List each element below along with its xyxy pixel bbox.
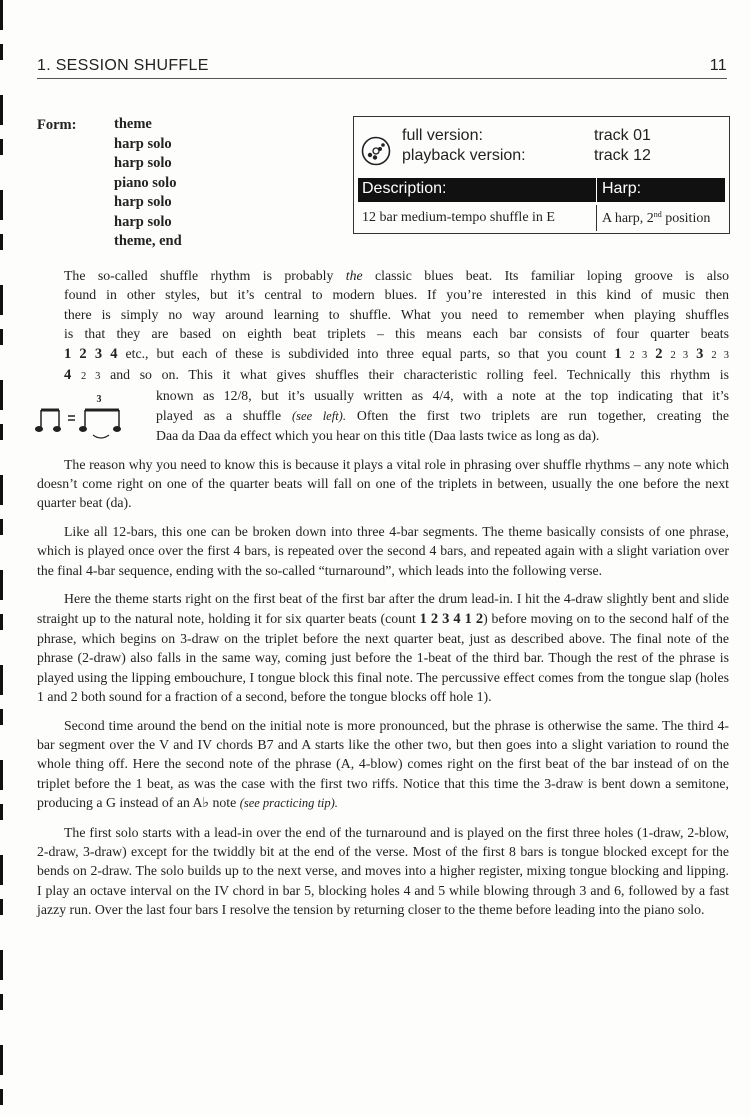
form-item: harp solo bbox=[114, 213, 172, 230]
paragraph-phrasing: The reason why you need to know this is because it plays a vital role in phrasing over shuffle rhythms – any note which doesn’t come right on one of the quarter beats will fall on one of the triplets in between, usually the one before the next quarter beat (da). bbox=[37, 456, 729, 511]
full-version-label: full version: bbox=[402, 127, 483, 144]
header-divider bbox=[596, 178, 597, 202]
page-header bbox=[37, 56, 727, 79]
chapter-title: 1. SESSION SHUFFLE bbox=[37, 57, 209, 74]
harp-header: Harp: bbox=[602, 180, 642, 197]
description-header: Description: bbox=[362, 180, 447, 197]
description-row bbox=[358, 205, 725, 231]
form-item: theme bbox=[114, 116, 152, 132]
description-header-bar bbox=[358, 178, 725, 202]
form-item: piano solo bbox=[114, 174, 177, 191]
form-item: theme, end bbox=[114, 233, 182, 249]
paragraph-shuffle-intro: The so-called shuffle rhythm is probably the classic blues beat. Its familiar loping groove is also found in other styles, but it’s central to modern blues. If you’re interested in this kind of music then there is simply no way around learning to shuffle. What you need to remember when playing shuffles is that they are based on eighth beat triplets – this means each bar consists of four quarter beats 1 2 3 4 etc., but each of these is subdivided into three equal parts, so that you count 1 2 3 2 2 3 3 2 3 4 2 3 and so on. This it what gives shuffles their characteristic rolling feel. Technically this rhythm is 3 known as 12/8, but it’s usually written as 4/4, with a note at the top indicating that it’s played as a shuffle (see left). Often the first two triplets are run together, creating the Daa da Daa da effect which you hear on this title (Daa lasts twice as long as da). bbox=[37, 266, 729, 446]
playback-version-track: track 12 bbox=[594, 147, 651, 164]
track-info-box bbox=[353, 116, 730, 234]
form-list bbox=[114, 115, 182, 252]
tuplet-number: 3 bbox=[96, 394, 102, 406]
cd-icon bbox=[361, 136, 391, 166]
page-number: 11 bbox=[709, 57, 727, 74]
cell-divider bbox=[596, 205, 597, 231]
harp-value: A harp, 2nd position bbox=[602, 210, 711, 226]
paragraph-12-bar-structure: Like all 12-bars, this one can be broken down into three 4-bar segments. The theme basically consists of one phrase, which is played once over the first 4 bars, is repeated over the second 4 bars, and repeated again with a slight variation over the final 4-bar sequence, ending with the so-called “turnaround”, which leads into the following verse. bbox=[37, 523, 729, 578]
body-text bbox=[37, 266, 729, 929]
form-label: Form: bbox=[37, 117, 77, 133]
playback-version-label: playback version: bbox=[402, 147, 526, 164]
binding-edge bbox=[0, 0, 3, 1117]
paragraph-theme-start: Here the theme starts right on the first beat of the first bar after the drum lead-in. I hit the 4-draw slightly bent and slide straight up to the natural note, holding it for six quarter beats (count 1 2 3 4 1 2) before moving on to the second half of the phrase, which begins on 3-draw on the triplet before the next quarter beat, just as described above. The final note of the phrase (2-draw) also falls in the same way, coming just before the 1-beat of the third bar. Though the rest of the phrase is played using the lipping embouchure, I tongue block this final note. The percussive effect comes from the tongue slap (holes 1 and 2 both sound for a fraction of a second, before the tongue blocks off hole 1). bbox=[37, 591, 730, 705]
paragraph-second-time: Second time around the bend on the initial note is more pronounced, but the phrase is otherwise the same. The third 4-bar segment over the V and IV chords B7 and A starts like the other two, but then goes into a slight variation to round the whole thing off. Here the second note of the phrase (A, 4-blow) comes right on the first beat of the bar instead of on the triplet before the 1 beat, as was the case with the first two riffs. Notice that this time the 3-draw is bent down a semitone, producing a G instead of an A♭ note (see practicing tip). bbox=[37, 717, 729, 811]
shuffle-rhythm-notation bbox=[35, 388, 125, 444]
form-item: harp solo bbox=[114, 194, 172, 210]
form-item: harp solo bbox=[114, 135, 172, 152]
description-value: 12 bar medium-tempo shuffle in E bbox=[362, 210, 555, 225]
form-item: harp solo bbox=[114, 155, 172, 171]
full-version-track: track 01 bbox=[594, 127, 651, 144]
paragraph-first-solo: The first solo starts with a lead-in over the end of the turnaround and is played on the first three holes (1-draw, 2-blow, 2-draw, 3-draw) except for the twiddly bit at the end of the verse. Most of the first 8 bars is tongue blocked except for the bends on 2-draw. The solo builds up to the next verse, and moves into a higher register, mixing tongue blocking and lipping. I play an octave interval on the IV chord in bar 5, blocking holes 4 and 5 while blowing through 3 and 6, followed by a fast jazzy run. Over the last four bars I resolve the tension by returning closer to the theme before leading into the piano solo. bbox=[37, 824, 729, 918]
